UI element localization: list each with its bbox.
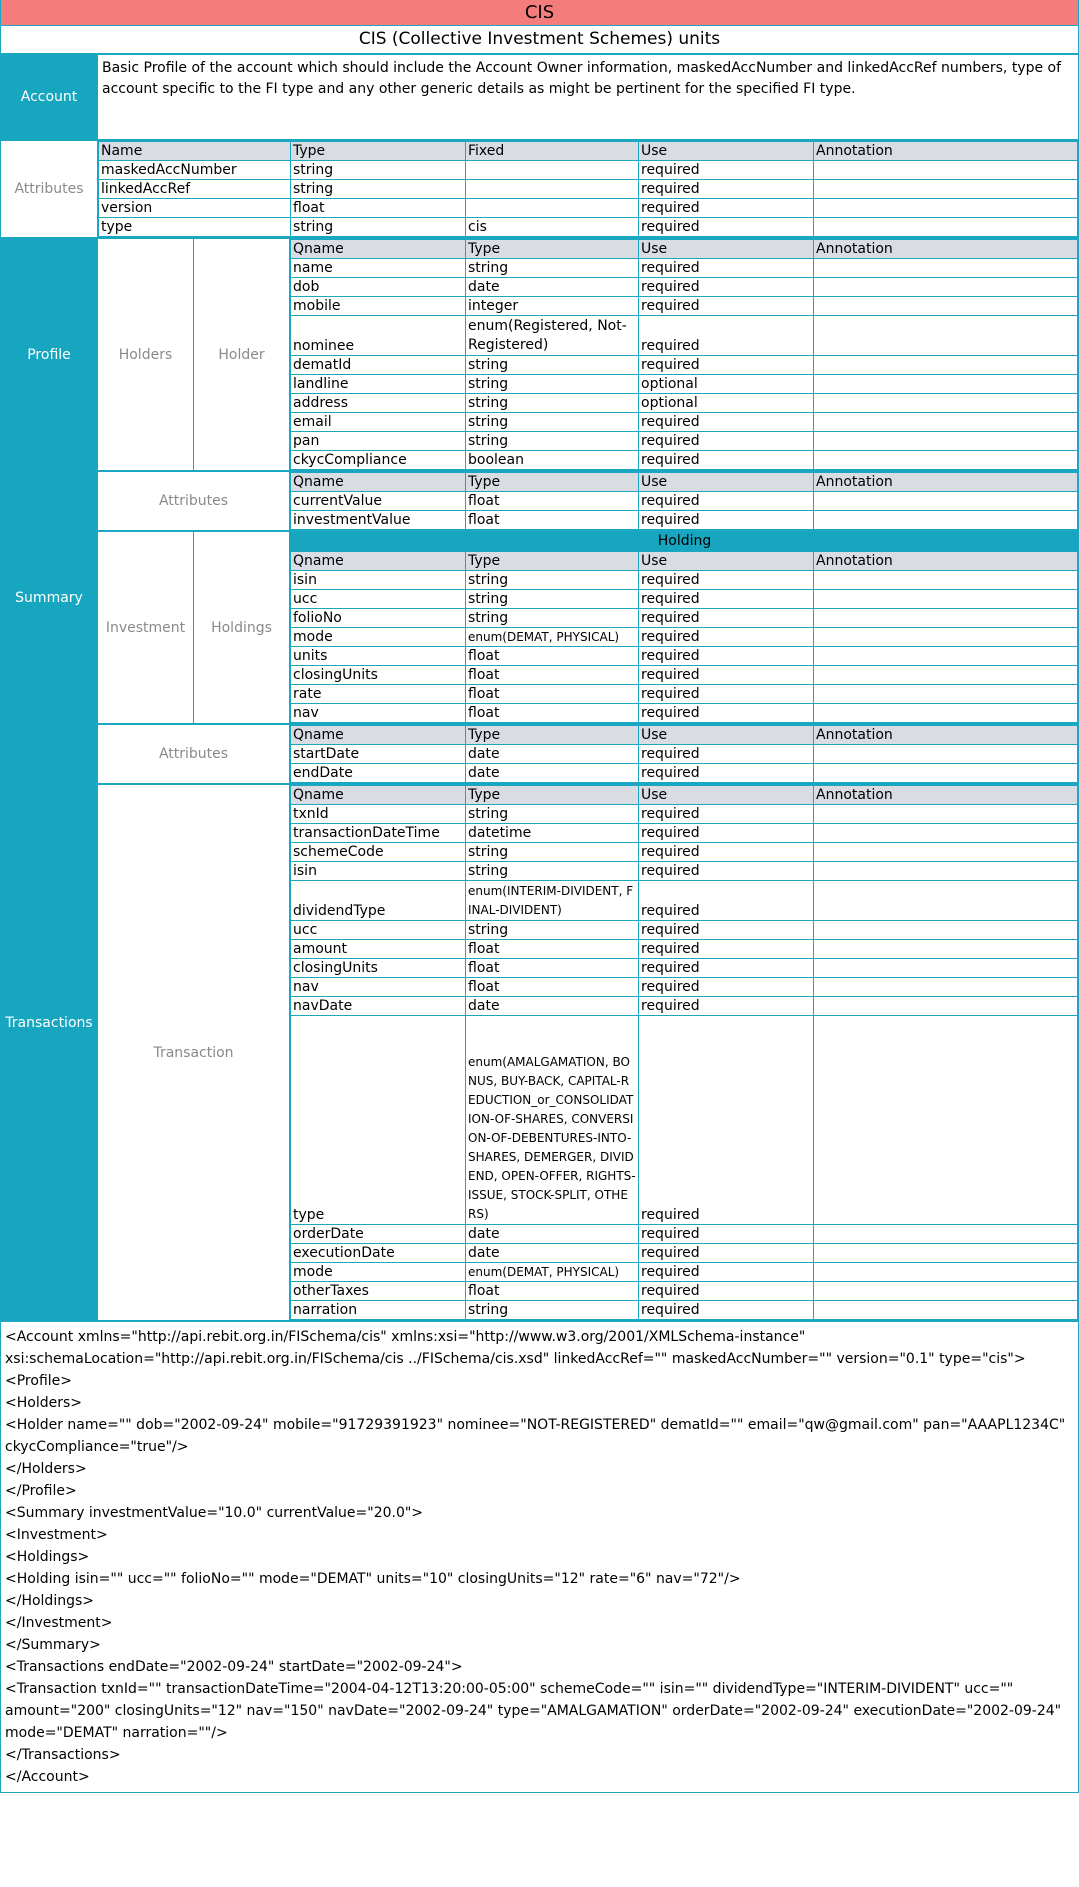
table-cell: required: [639, 1263, 814, 1282]
table-cell: required: [639, 824, 814, 843]
table-cell: required: [639, 492, 814, 511]
table-cell: string: [466, 356, 639, 375]
table-cell: [814, 1301, 1078, 1320]
table-row: [291, 1016, 1078, 1225]
table-cell: date: [466, 997, 639, 1016]
xml-line: </Holdings>: [5, 1593, 94, 1609]
column-header: Type: [466, 552, 639, 571]
table-row: [291, 959, 1078, 978]
table-cell: required: [639, 921, 814, 940]
table-cell: string: [466, 805, 639, 824]
table-cell: float: [466, 1282, 639, 1301]
table-cell: string: [291, 161, 466, 180]
table-cell: required: [639, 862, 814, 881]
table-cell: endDate: [291, 764, 466, 783]
table-cell: currentValue: [291, 492, 466, 511]
table-cell: type: [291, 1016, 466, 1225]
table-cell: [814, 297, 1078, 316]
profile-section: [1, 239, 1078, 472]
profile-label: Profile: [1, 239, 98, 470]
table-header-row: [99, 142, 1078, 161]
table-cell: [814, 1244, 1078, 1263]
table-cell: [814, 278, 1078, 297]
column-header: Qname: [291, 473, 466, 492]
table-row: [291, 862, 1078, 881]
table-cell: [814, 199, 1078, 218]
table-cell: ckycCompliance: [291, 451, 466, 470]
table-cell: float: [466, 959, 639, 978]
table-row: [291, 764, 1078, 783]
table-cell: required: [639, 1225, 814, 1244]
table-row: [291, 492, 1078, 511]
summary-section: [1, 472, 1078, 725]
table-cell: required: [639, 218, 814, 237]
column-header: Type: [466, 786, 639, 805]
table-cell: mobile: [291, 297, 466, 316]
column-header: Type: [466, 473, 639, 492]
table-cell: required: [639, 805, 814, 824]
table-cell: mode: [291, 1263, 466, 1282]
table-cell: pan: [291, 432, 466, 451]
table-cell: required: [639, 180, 814, 199]
table-row: [291, 1225, 1078, 1244]
table-cell: required: [639, 940, 814, 959]
table-row: [291, 394, 1078, 413]
xml-line: <Holdings>: [5, 1549, 90, 1565]
holder-label: Holder: [194, 239, 290, 470]
table-cell: units: [291, 647, 466, 666]
table-cell: float: [466, 685, 639, 704]
table-cell: name: [291, 259, 466, 278]
column-header: Type: [466, 726, 639, 745]
column-header: Qname: [291, 552, 466, 571]
table-cell: [814, 316, 1078, 356]
column-header: Type: [291, 142, 466, 161]
table-cell: [814, 647, 1078, 666]
table-cell: [814, 492, 1078, 511]
table-row: [291, 1263, 1078, 1282]
table-cell: required: [639, 511, 814, 530]
column-header: Annotation: [814, 240, 1078, 259]
table-cell: boolean: [466, 451, 639, 470]
table-cell: [814, 413, 1078, 432]
table-cell: [814, 824, 1078, 843]
column-header: Use: [639, 473, 814, 492]
table-cell: string: [466, 921, 639, 940]
table-cell: required: [639, 1016, 814, 1225]
table-cell: [814, 1016, 1078, 1225]
table-cell: [814, 451, 1078, 470]
table-row: [291, 940, 1078, 959]
table-cell: required: [639, 451, 814, 470]
table-cell: [814, 511, 1078, 530]
table-cell: string: [466, 843, 639, 862]
table-cell: [814, 666, 1078, 685]
table-cell: required: [639, 199, 814, 218]
table-row: [291, 704, 1078, 723]
table-cell: string: [466, 259, 639, 278]
table-cell: float: [466, 492, 639, 511]
table-cell: required: [639, 666, 814, 685]
xml-line: <Account xmlns="http://api.rebit.org.in/FISchema/cis" xmlns:xsi="http://www.w3.org/2001/XMLSchema-instance" xsi:schemaLocation="http://api.rebit.org.in/FISchema/cis ../FISchema/cis.xsd" linkedAccRef="" maskedAccNumber="" version="0.1" type="cis">: [5, 1329, 1026, 1367]
table-row: [291, 511, 1078, 530]
table-cell: string: [466, 432, 639, 451]
account-section: [1, 55, 1078, 141]
column-header: Use: [639, 726, 814, 745]
table-cell: [466, 161, 639, 180]
xml-line: </Investment>: [5, 1615, 113, 1631]
xml-line: </Summary>: [5, 1637, 101, 1653]
table-cell: required: [639, 764, 814, 783]
table-cell: float: [466, 940, 639, 959]
table-row: [291, 843, 1078, 862]
table-cell: ucc: [291, 921, 466, 940]
table-row: [99, 199, 1078, 218]
table-row: [291, 805, 1078, 824]
column-header: Name: [99, 142, 291, 161]
table-header-row: [291, 726, 1078, 745]
table-cell: [814, 805, 1078, 824]
table-cell: required: [639, 432, 814, 451]
xml-line: </Holders>: [5, 1461, 87, 1477]
page-title: CIS: [1, 0, 1078, 26]
table-row: [291, 1244, 1078, 1263]
table-cell: transactionDateTime: [291, 824, 466, 843]
table-cell: optional: [639, 394, 814, 413]
table-cell: required: [639, 356, 814, 375]
table-cell: required: [639, 297, 814, 316]
transaction-label: Transaction: [98, 785, 290, 1320]
column-header: Use: [639, 142, 814, 161]
table-cell: isin: [291, 862, 466, 881]
page-subtitle: CIS (Collective Investment Schemes) units: [1, 26, 1078, 55]
table-cell: required: [639, 745, 814, 764]
column-header: Annotation: [814, 726, 1078, 745]
table-row: [291, 590, 1078, 609]
table-cell: string: [291, 180, 466, 199]
table-cell: enum(Registered, Not-Registered): [466, 316, 639, 356]
table-cell: float: [466, 511, 639, 530]
table-cell: [814, 628, 1078, 647]
table-row: [291, 451, 1078, 470]
table-header-row: [291, 552, 1078, 571]
table-cell: enum(DEMAT, PHYSICAL): [466, 628, 639, 647]
table-cell: [814, 843, 1078, 862]
table-row: [291, 1301, 1078, 1320]
table-row: [291, 881, 1078, 921]
table-header-row: [291, 786, 1078, 805]
table-cell: float: [291, 199, 466, 218]
table-cell: landline: [291, 375, 466, 394]
transaction-table: [290, 785, 1078, 1320]
table-cell: required: [639, 609, 814, 628]
table-cell: string: [466, 413, 639, 432]
attributes-section: [1, 141, 1078, 239]
transactions-section: [1, 725, 1078, 1322]
table-row: [291, 316, 1078, 356]
table-cell: [814, 862, 1078, 881]
table-cell: string: [466, 590, 639, 609]
table-row: [291, 609, 1078, 628]
table-row: [291, 278, 1078, 297]
table-cell: [814, 432, 1078, 451]
table-cell: otherTaxes: [291, 1282, 466, 1301]
table-cell: investmentValue: [291, 511, 466, 530]
table-cell: [466, 199, 639, 218]
xml-line: <Investment>: [5, 1527, 108, 1543]
investment-label: Investment: [98, 532, 194, 723]
table-cell: required: [639, 685, 814, 704]
xml-line: </Profile>: [5, 1483, 77, 1499]
table-cell: rate: [291, 685, 466, 704]
table-row: [291, 685, 1078, 704]
table-cell: [814, 259, 1078, 278]
table-cell: required: [639, 590, 814, 609]
table-cell: [814, 745, 1078, 764]
table-row: [291, 997, 1078, 1016]
table-cell: required: [639, 413, 814, 432]
table-cell: startDate: [291, 745, 466, 764]
table-cell: linkedAccRef: [99, 180, 291, 199]
table-cell: orderDate: [291, 1225, 466, 1244]
table-row: [291, 978, 1078, 997]
table-cell: [814, 997, 1078, 1016]
table-cell: required: [639, 959, 814, 978]
table-cell: dob: [291, 278, 466, 297]
column-header: Annotation: [814, 142, 1078, 161]
account-description: Basic Profile of the account which should include the Account Owner information, maskedAccNumber and linkedAccRef numbers, type of account specific to the FI type and any other generic details as might be pertinent for the specified FI type.: [102, 60, 1062, 97]
table-cell: required: [639, 316, 814, 356]
table-cell: date: [466, 1244, 639, 1263]
table-cell: integer: [466, 297, 639, 316]
attributes-table: [98, 141, 1078, 237]
table-row: [291, 356, 1078, 375]
table-cell: txnId: [291, 805, 466, 824]
transactions-attributes-table: [290, 725, 1078, 783]
column-header: Qname: [291, 240, 466, 259]
table-cell: [814, 1282, 1078, 1301]
table-cell: [814, 881, 1078, 921]
xml-line: </Transactions>: [5, 1747, 121, 1763]
table-cell: schemeCode: [291, 843, 466, 862]
column-header: Annotation: [814, 552, 1078, 571]
table-row: [291, 432, 1078, 451]
table-cell: [814, 394, 1078, 413]
transactions-label: Transactions: [1, 725, 98, 1320]
table-row: [291, 259, 1078, 278]
table-cell: date: [466, 764, 639, 783]
table-cell: required: [639, 571, 814, 590]
table-cell: [466, 180, 639, 199]
column-header: Use: [639, 552, 814, 571]
table-cell: nav: [291, 704, 466, 723]
xml-line: <Holder name="" dob="2002-09-24" mobile="91729391923" nominee="NOT-REGISTERED" dematId="" email="qw@gmail.com" pan="AAAPL1234C" ckycCompliance="true"/>: [5, 1417, 1066, 1455]
column-header: Annotation: [814, 473, 1078, 492]
table-cell: executionDate: [291, 1244, 466, 1263]
table-cell: date: [466, 745, 639, 764]
table-row: [99, 218, 1078, 237]
table-cell: required: [639, 997, 814, 1016]
attributes-label: Attributes: [1, 141, 98, 237]
table-header-row: [291, 240, 1078, 259]
summary-attributes-table: [290, 472, 1078, 530]
column-header: Qname: [291, 726, 466, 745]
table-cell: version: [99, 199, 291, 218]
table-cell: [814, 590, 1078, 609]
table-cell: [814, 161, 1078, 180]
table-cell: date: [466, 278, 639, 297]
table-row: [291, 413, 1078, 432]
table-cell: enum(DEMAT, PHYSICAL): [466, 1263, 639, 1282]
table-cell: [814, 764, 1078, 783]
table-cell: required: [639, 161, 814, 180]
column-header: Qname: [291, 786, 466, 805]
xml-line: </Account>: [5, 1769, 90, 1785]
table-row: [291, 628, 1078, 647]
table-cell: [814, 218, 1078, 237]
table-cell: required: [639, 259, 814, 278]
table-cell: string: [291, 218, 466, 237]
table-cell: date: [466, 1225, 639, 1244]
table-cell: maskedAccNumber: [99, 161, 291, 180]
table-row: [291, 571, 1078, 590]
table-cell: nominee: [291, 316, 466, 356]
column-header: Type: [466, 240, 639, 259]
table-cell: string: [466, 375, 639, 394]
table-cell: [814, 356, 1078, 375]
table-cell: datetime: [466, 824, 639, 843]
transactions-attributes-label: Attributes: [98, 725, 290, 783]
table-cell: [814, 609, 1078, 628]
table-cell: [814, 959, 1078, 978]
table-cell: [814, 180, 1078, 199]
holding-table: [290, 551, 1078, 723]
xml-line: <Summary investmentValue="10.0" currentValue="20.0">: [5, 1505, 424, 1521]
table-cell: [814, 571, 1078, 590]
table-cell: required: [639, 628, 814, 647]
table-cell: amount: [291, 940, 466, 959]
table-cell: dematId: [291, 356, 466, 375]
table-cell: string: [466, 571, 639, 590]
table-row: [291, 1282, 1078, 1301]
table-cell: required: [639, 647, 814, 666]
xml-sample: [1, 1322, 1078, 1793]
table-cell: required: [639, 1301, 814, 1320]
table-cell: folioNo: [291, 609, 466, 628]
table-cell: closingUnits: [291, 666, 466, 685]
table-cell: dividendType: [291, 881, 466, 921]
column-header: Annotation: [814, 786, 1078, 805]
table-cell: optional: [639, 375, 814, 394]
table-cell: narration: [291, 1301, 466, 1320]
account-label: Account: [1, 55, 98, 139]
table-row: [99, 180, 1078, 199]
table-cell: required: [639, 278, 814, 297]
column-header: Fixed: [466, 142, 639, 161]
table-cell: required: [639, 1282, 814, 1301]
table-cell: [814, 940, 1078, 959]
table-cell: required: [639, 881, 814, 921]
table-cell: [814, 375, 1078, 394]
table-cell: mode: [291, 628, 466, 647]
table-cell: nav: [291, 978, 466, 997]
xml-line: <Profile>: [5, 1373, 72, 1389]
xml-line: <Transactions endDate="2002-09-24" startDate="2002-09-24">: [5, 1659, 463, 1675]
table-cell: [814, 978, 1078, 997]
table-cell: float: [466, 704, 639, 723]
table-cell: enum(AMALGAMATION, BONUS, BUY-BACK, CAPITAL-REDUCTION_or_CONSOLIDATION-OF-SHARES, CONVERSION-OF-DEBENTURES-INTO-SHARES, DEMERGER, DIVIDEND, OPEN-OFFER, RIGHTS-ISSUE, STOCK-SPLIT, OTHERS): [466, 1016, 639, 1225]
table-cell: required: [639, 843, 814, 862]
table-cell: required: [639, 704, 814, 723]
table-cell: string: [466, 1301, 639, 1320]
xml-line: <Holding isin="" ucc="" folioNo="" mode="DEMAT" units="10" closingUnits="12" rate="6" nav="72"/>: [5, 1571, 741, 1587]
column-header: Use: [639, 240, 814, 259]
table-cell: address: [291, 394, 466, 413]
holdings-label: Holdings: [194, 532, 290, 723]
table-cell: [814, 921, 1078, 940]
table-cell: string: [466, 394, 639, 413]
profile-table: [290, 239, 1078, 470]
table-cell: ucc: [291, 590, 466, 609]
table-cell: cis: [466, 218, 639, 237]
table-row: [291, 297, 1078, 316]
table-cell: float: [466, 647, 639, 666]
table-row: [291, 647, 1078, 666]
table-header-row: [291, 473, 1078, 492]
xml-line: <Transaction txnId="" transactionDateTime="2004-04-12T13:20:00-05:00" schemeCode="" isin="" dividendType="INTERIM-DIVIDENT" ucc="" amount="200" closingUnits="12" nav="150" navDate="2002-09-24" type="AMALGAMATION" orderDate="2002-09-24" executionDate="2002-09-24" mode="DEMAT" narration=""/>: [5, 1681, 1062, 1741]
table-cell: isin: [291, 571, 466, 590]
table-row: [291, 824, 1078, 843]
table-cell: string: [466, 609, 639, 628]
table-cell: float: [466, 666, 639, 685]
table-cell: required: [639, 978, 814, 997]
table-cell: type: [99, 218, 291, 237]
table-row: [291, 921, 1078, 940]
table-row: [291, 745, 1078, 764]
summary-attributes-label: Attributes: [98, 472, 290, 530]
xml-line: <Holders>: [5, 1395, 82, 1411]
table-row: [99, 161, 1078, 180]
table-cell: enum(INTERIM-DIVIDENT, FINAL-DIVIDENT): [466, 881, 639, 921]
summary-label: Summary: [1, 472, 98, 723]
holders-label: Holders: [98, 239, 194, 470]
table-cell: closingUnits: [291, 959, 466, 978]
table-cell: email: [291, 413, 466, 432]
holding-title: Holding: [290, 532, 1078, 551]
table-cell: [814, 685, 1078, 704]
column-header: Use: [639, 786, 814, 805]
table-cell: [814, 1225, 1078, 1244]
table-cell: [814, 1263, 1078, 1282]
table-row: [291, 666, 1078, 685]
table-cell: float: [466, 978, 639, 997]
table-row: [291, 375, 1078, 394]
table-cell: required: [639, 1244, 814, 1263]
table-cell: string: [466, 862, 639, 881]
table-cell: navDate: [291, 997, 466, 1016]
table-cell: [814, 704, 1078, 723]
